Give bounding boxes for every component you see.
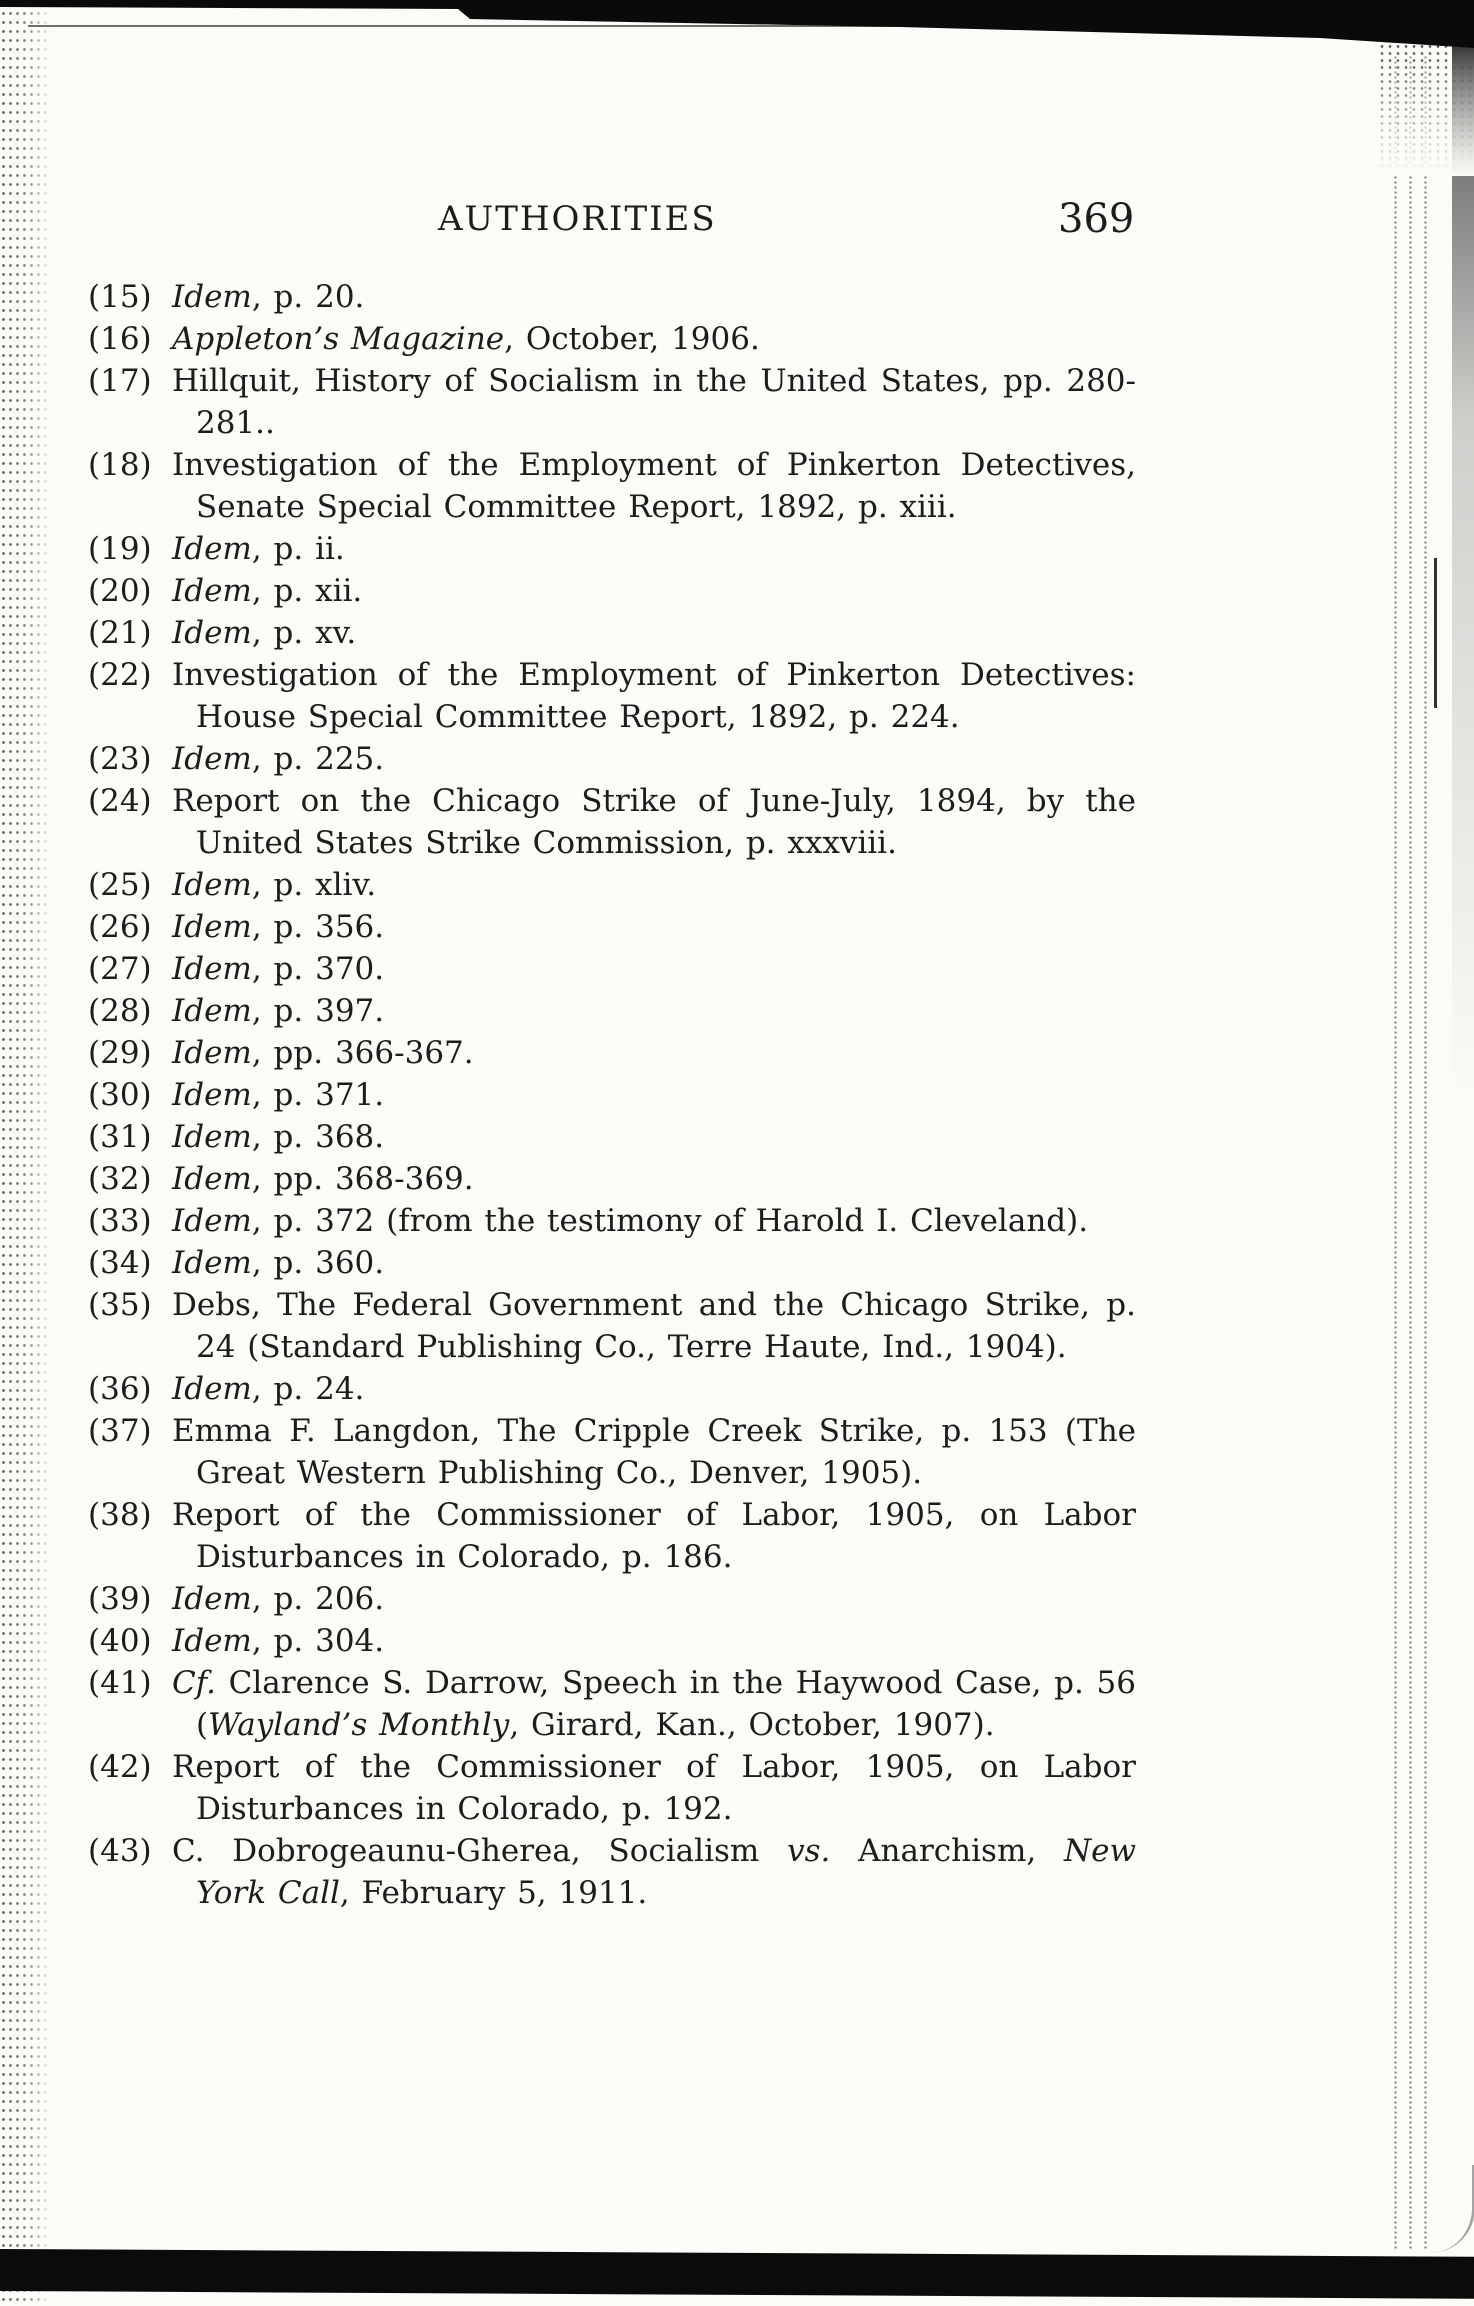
citation-entry bbox=[88, 318, 1136, 360]
entry-text: Idem, p. 360. bbox=[172, 1245, 385, 1281]
entry-number: (28) bbox=[88, 993, 152, 1029]
entry-number: (15) bbox=[88, 279, 152, 315]
entry-text: Idem, p. 24. bbox=[172, 1371, 365, 1407]
entry-text: C. Dobrogeaunu-Gherea, Socialism vs. Anarchism, New York Call, February 5, 1911. bbox=[172, 1833, 1136, 1911]
citation-entry bbox=[88, 1578, 1136, 1620]
entry-number: (27) bbox=[88, 951, 152, 987]
citation-entry bbox=[88, 1410, 1136, 1494]
entry-text: Idem, pp. 366-367. bbox=[172, 1035, 474, 1071]
entry-number: (29) bbox=[88, 1035, 152, 1071]
scan-right-binding-dots bbox=[1386, 55, 1438, 2250]
entry-number: (22) bbox=[88, 657, 152, 693]
citation-entry bbox=[88, 1284, 1136, 1368]
entry-number: (16) bbox=[88, 321, 152, 357]
entry-text: Idem, p. 225. bbox=[172, 741, 385, 777]
citation-entry bbox=[88, 1830, 1136, 1914]
entry-number: (24) bbox=[88, 783, 152, 819]
citation-entry bbox=[88, 1494, 1136, 1578]
citation-entry bbox=[88, 738, 1136, 780]
entry-text: Report of the Commissioner of Labor, 1905, on Labor Disturbances in Colorado, p. 186. bbox=[172, 1497, 1136, 1575]
entry-number: (41) bbox=[88, 1665, 152, 1701]
entry-text: Cf. Clarence S. Darrow, Speech in the Haywood Case, p. 56 (Wayland’s Monthly, Girard, Kan., October, 1907). bbox=[172, 1665, 1136, 1743]
scan-bottom-shadow bbox=[0, 2249, 1474, 2299]
entry-text: Idem, p. xii. bbox=[172, 573, 363, 609]
scan-left-edge-texture bbox=[0, 0, 56, 2306]
entry-text: Idem, p. 20. bbox=[172, 279, 365, 315]
citation-entry bbox=[88, 1074, 1136, 1116]
citation-entry bbox=[88, 612, 1136, 654]
entry-text: Idem, p. 206. bbox=[172, 1581, 385, 1617]
citation-entry bbox=[88, 1200, 1136, 1242]
entry-number: (36) bbox=[88, 1371, 152, 1407]
entry-text: Report of the Commissioner of Labor, 1905, on Labor Disturbances in Colorado, p. 192. bbox=[172, 1749, 1136, 1827]
citation-entry bbox=[88, 1116, 1136, 1158]
entry-text: Idem, p. xliv. bbox=[172, 867, 377, 903]
entry-number: (25) bbox=[88, 867, 152, 903]
citation-entry bbox=[88, 360, 1136, 444]
citation-entry bbox=[88, 1746, 1136, 1830]
entry-number: (33) bbox=[88, 1203, 152, 1239]
citation-entry bbox=[88, 1662, 1136, 1746]
entry-text: Idem, p. 356. bbox=[172, 909, 385, 945]
citation-entry bbox=[88, 1158, 1136, 1200]
citation-entry bbox=[88, 1620, 1136, 1662]
entry-text: Report on the Chicago Strike of June-July, 1894, by the United States Strike Commission, p. xxxviii. bbox=[172, 783, 1136, 861]
entry-number: (38) bbox=[88, 1497, 152, 1533]
entry-number: (30) bbox=[88, 1077, 152, 1113]
scan-page-curl bbox=[1430, 2165, 1474, 2253]
entry-text: Emma F. Langdon, The Cripple Creek Strike, p. 153 (The Great Western Publishing Co., Denver, 1905). bbox=[172, 1413, 1136, 1491]
entry-text: Idem, p. 397. bbox=[172, 993, 385, 1029]
citation-entry bbox=[88, 1032, 1136, 1074]
citation-entry bbox=[88, 864, 1136, 906]
citation-entry bbox=[88, 1368, 1136, 1410]
entry-number: (35) bbox=[88, 1287, 152, 1323]
entry-text: Idem, pp. 368-369. bbox=[172, 1161, 474, 1197]
entry-number: (40) bbox=[88, 1623, 152, 1659]
entry-number: (43) bbox=[88, 1833, 152, 1869]
citation-entry bbox=[88, 276, 1136, 318]
scan-right-line-artifact bbox=[1434, 558, 1437, 708]
entry-text: Idem, p. 370. bbox=[172, 951, 385, 987]
entry-number: (34) bbox=[88, 1245, 152, 1281]
citation-entry bbox=[88, 444, 1136, 528]
citation-entry bbox=[88, 990, 1136, 1032]
citation-entry bbox=[88, 906, 1136, 948]
citation-entry bbox=[88, 1242, 1136, 1284]
page-title: AUTHORITIES bbox=[438, 199, 717, 239]
entry-text: Appleton’s Magazine, October, 1906. bbox=[172, 321, 760, 357]
entry-text: Idem, p. 371. bbox=[172, 1077, 385, 1113]
entry-number: (26) bbox=[88, 909, 152, 945]
entry-text: Idem, p. xv. bbox=[172, 615, 357, 651]
entry-text: Idem, p. 372 (from the testimony of Harold I. Cleveland). bbox=[172, 1203, 1089, 1239]
entry-number: (20) bbox=[88, 573, 152, 609]
entry-text: Idem, p. ii. bbox=[172, 531, 345, 567]
entry-number: (21) bbox=[88, 615, 152, 651]
citation-entry bbox=[88, 528, 1136, 570]
citation-list bbox=[88, 276, 1136, 1914]
entry-number: (31) bbox=[88, 1119, 152, 1155]
entry-text: Investigation of the Employment of Pinkerton Detectives, Senate Special Committee Report, 1892, p. xiii. bbox=[172, 447, 1136, 525]
citation-entry bbox=[88, 948, 1136, 990]
entry-number: (23) bbox=[88, 741, 152, 777]
entry-text: Hillquit, History of Socialism in the United States, pp. 280-281.. bbox=[172, 363, 1136, 441]
entry-number: (32) bbox=[88, 1161, 152, 1197]
scan-top-shadow bbox=[0, 0, 1474, 60]
entry-number: (17) bbox=[88, 363, 152, 399]
entry-number: (19) bbox=[88, 531, 152, 567]
entry-number: (18) bbox=[88, 447, 152, 483]
entry-number: (37) bbox=[88, 1413, 152, 1449]
entry-number: (42) bbox=[88, 1749, 152, 1785]
scan-corner-speckle bbox=[1378, 36, 1474, 176]
entry-text: Debs, The Federal Government and the Chicago Strike, p. 24 (Standard Publishing Co., Terre Haute, Ind., 1904). bbox=[172, 1287, 1136, 1365]
entry-text: Idem, p. 304. bbox=[172, 1623, 385, 1659]
entry-text: Idem, p. 368. bbox=[172, 1119, 385, 1155]
page-number: 369 bbox=[1058, 196, 1135, 242]
citation-entry bbox=[88, 570, 1136, 612]
citation-entry bbox=[88, 654, 1136, 738]
entry-number: (39) bbox=[88, 1581, 152, 1617]
citation-entry bbox=[88, 780, 1136, 864]
entry-text: Investigation of the Employment of Pinkerton Detectives: House Special Committee Report, 1892, p. 224. bbox=[172, 657, 1136, 735]
